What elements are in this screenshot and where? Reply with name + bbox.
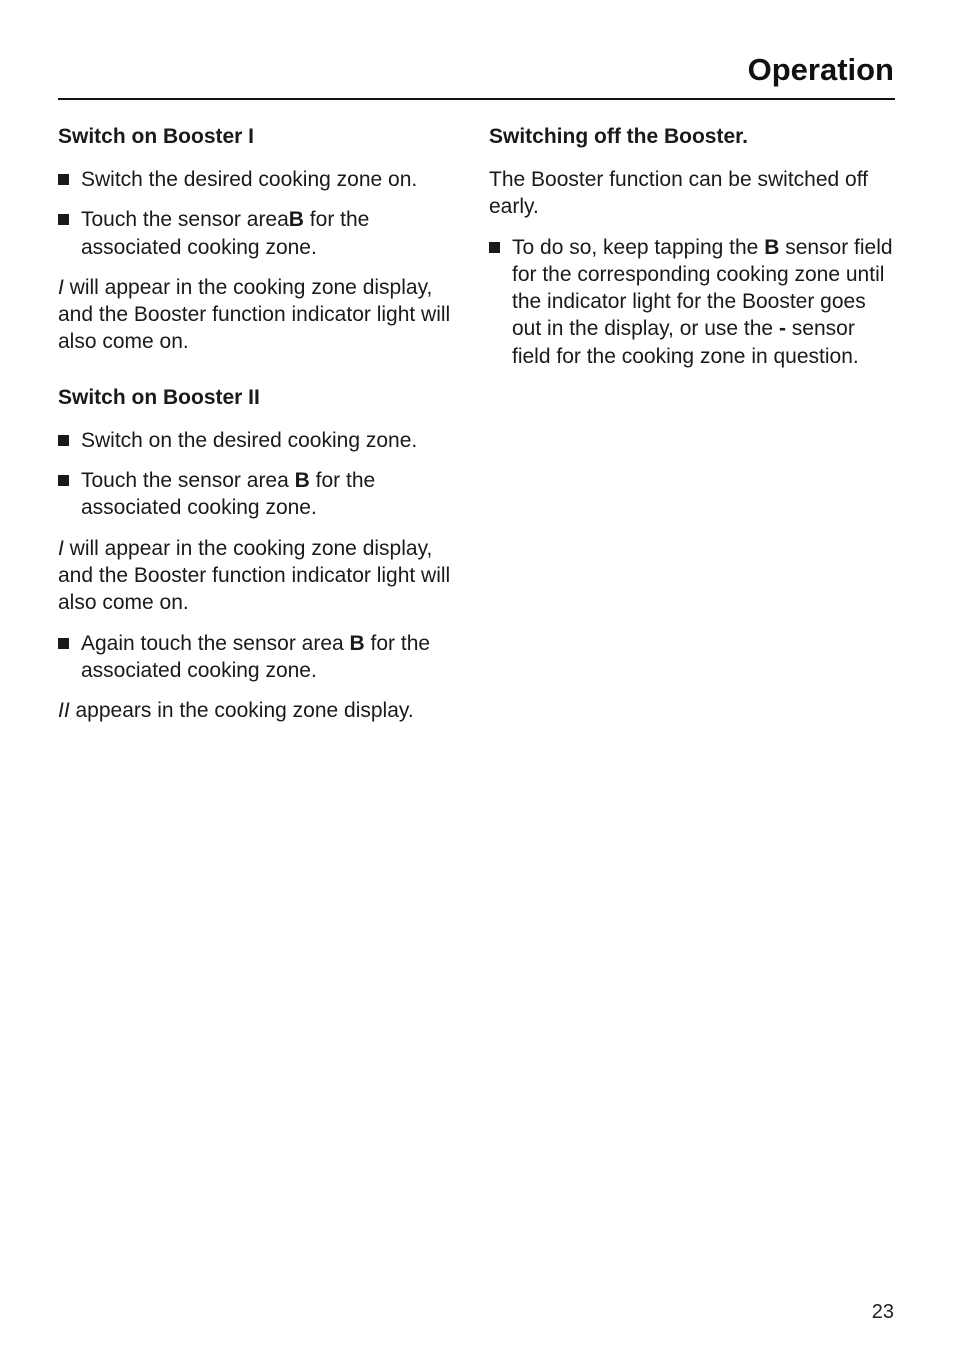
list-item-text: for the associated cooking zone. [81, 469, 376, 520]
section-heading-booster-2: Switch on Booster II [58, 385, 260, 409]
list-item-text: for the associated cooking zone. [81, 208, 370, 259]
sensor-key-label: B [764, 235, 780, 259]
result-paragraph [58, 535, 468, 617]
list-item-text: Switch on the desired cooking zone. [81, 428, 418, 452]
list-item-text: Switch the desired cooking zone on. [81, 168, 418, 191]
result-text: appears in the cooking zone display. [69, 699, 414, 723]
list-item-text: Touch the sensor area [81, 469, 295, 493]
right-column [489, 122, 899, 383]
page-number: 23 [871, 1301, 894, 1323]
list-item [489, 234, 899, 370]
bullet-square-icon [58, 214, 69, 225]
list-item [58, 467, 468, 522]
list-item [58, 427, 468, 454]
list-item-text: for the associated cooking zone. [81, 631, 431, 682]
bullet-square-icon [58, 475, 69, 486]
result-text: will appear in the cooking zone display, and the Booster function indicator light will also come on. [58, 536, 451, 615]
list-item-text: sensor field for the corresponding cooking zone until the indicator light for the Booster goes out in the display, or use the [512, 235, 893, 341]
bullet-square-icon [58, 638, 69, 649]
list-item [58, 166, 468, 193]
result-paragraph [58, 697, 468, 724]
sensor-key-label: B [349, 631, 365, 655]
intro-paragraph: The Booster function can be switched off early. [489, 168, 869, 219]
list-item-text: To do so, keep tapping the [512, 235, 765, 259]
left-column [58, 122, 468, 737]
section-heading-switch-off: Switching off the Booster. [489, 125, 749, 148]
header-rule [58, 98, 895, 100]
bullet-square-icon [58, 174, 69, 185]
list-item [58, 630, 468, 685]
list-item-text: Touch the sensor area [81, 208, 289, 232]
bullet-square-icon [489, 242, 500, 253]
sensor-key-label: - [778, 317, 786, 341]
sensor-key-label: B [288, 208, 304, 232]
display-symbol: I [58, 536, 64, 560]
display-symbol: I [58, 275, 64, 299]
result-text: will appear in the cooking zone display, and the Booster function indicator light will also come on. [58, 275, 451, 354]
sensor-key-label: B [294, 469, 310, 493]
page-title: Operation [747, 52, 894, 87]
list-item-text: sensor field for the cooking zone in question. [512, 317, 859, 368]
list-item [58, 206, 468, 261]
list-item-text: Again touch the sensor area [81, 631, 350, 655]
result-paragraph [58, 274, 468, 356]
display-symbol: II [58, 699, 70, 723]
section-heading-booster-1: Switch on Booster I [58, 125, 255, 148]
bullet-square-icon [58, 435, 69, 446]
